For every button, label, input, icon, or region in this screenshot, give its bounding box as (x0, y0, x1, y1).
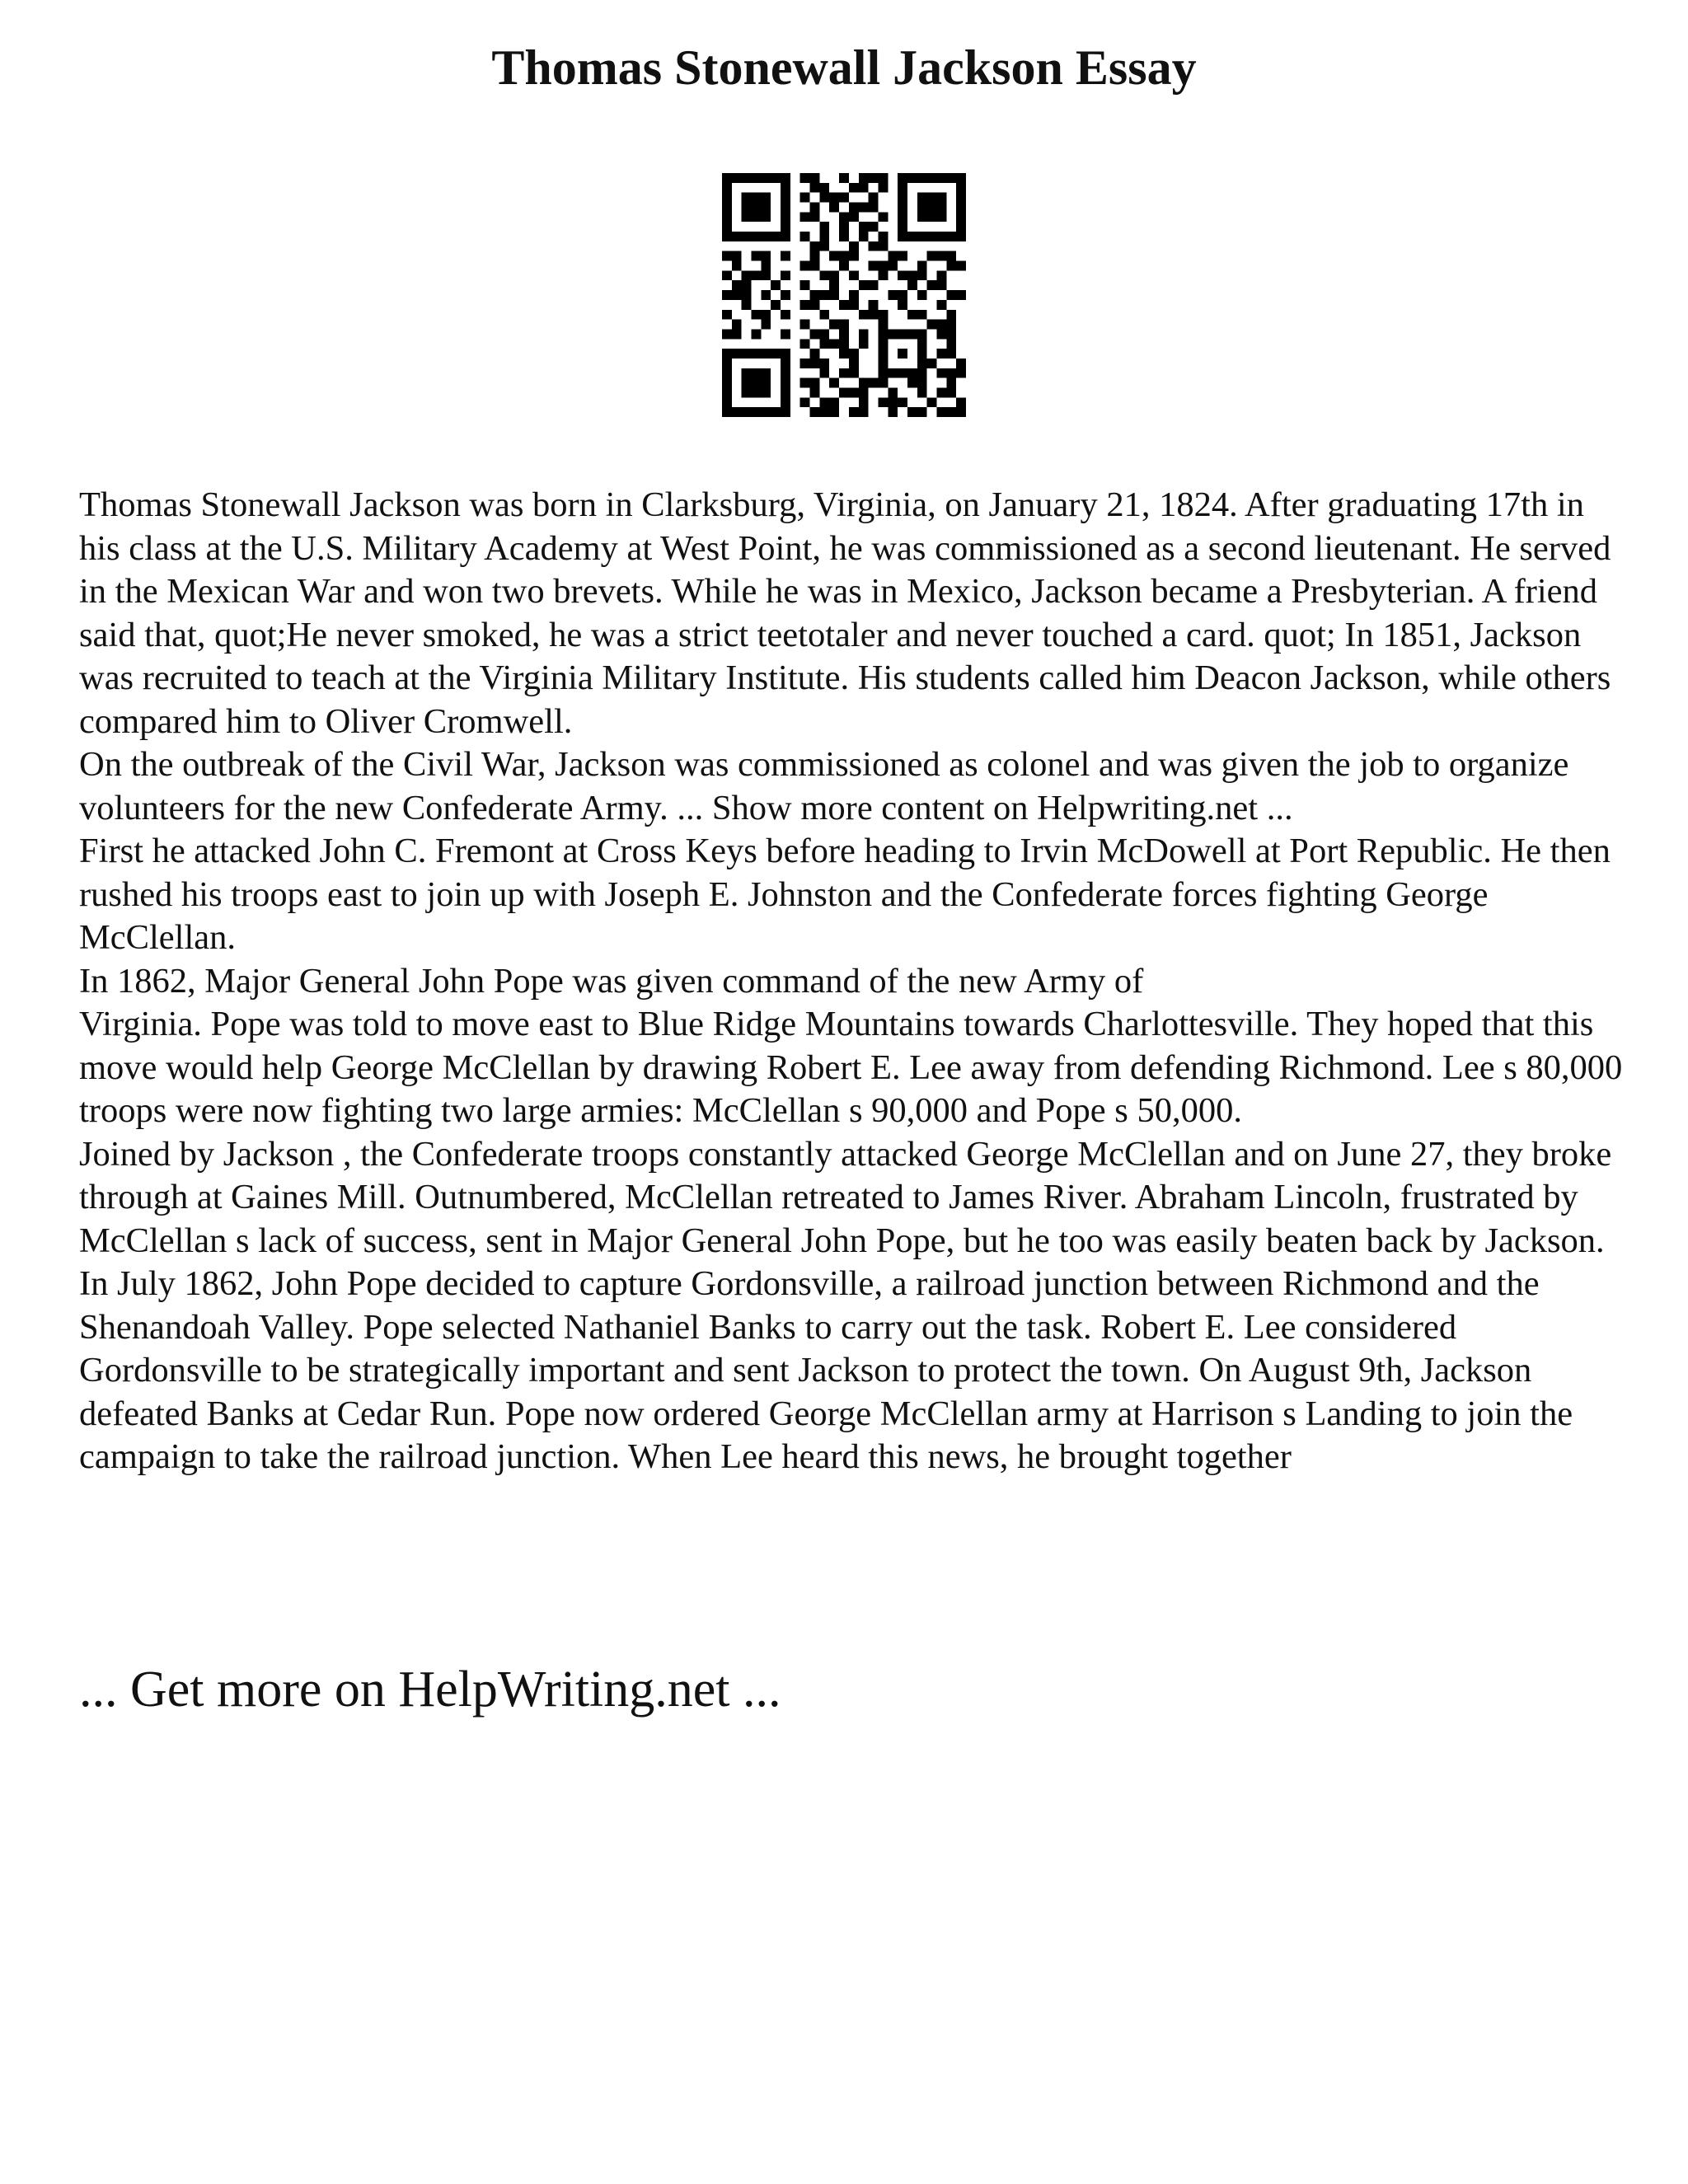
qr-code-icon (722, 173, 966, 417)
essay-paragraph: In July 1862, John Pope decided to capture Gordonsville, a railroad junction between Richmond and the Shenandoah Valley. Pope selected Nathaniel Banks to carry out the task. Robert E. Lee considered Gordonsville to be strategically important and sent Jackson to protect the town. On August 9th, Jackson defeated Banks at Cedar Run. Pope now ordered George McClellan army at Harrison s Landing to join the campaign to take the railroad junction. When Lee heard this news, he brought together (79, 1264, 1573, 1476)
essay-paragraph: Joined by Jackson , the Confederate troops constantly attacked George McClellan and on June 27, they broke through at Gaines Mill. Outnumbered, McClellan retreated to James River. Abraham Lincoln, frustrated by McClellan s lack of success, sent in Major General John Pope, but he too was easily beaten back by Jackson. (79, 1134, 1612, 1260)
essay-paragraph: In 1862, Major General John Pope was given command of the new Army of (79, 961, 1144, 1001)
essay-paragraph: Virginia. Pope was told to move east to Blue Ridge Mountains towards Charlottesville. They hoped that this move would help George McClellan by drawing Robert E. Lee away from defending Richmond. Lee s 80,000 troops were now fighting two large armies: McClellan s 90,000 and Pope s 50,000. (79, 1005, 1623, 1130)
essay-paragraph: First he attacked John C. Fremont at Cross Keys before heading to Irvin McDowell at Port Republic. He then rushed his troops east to join up with Joseph E. Johnston and the Confederate forces fighting George McClellan. (79, 832, 1611, 957)
get-more-link[interactable]: ... Get more on HelpWriting.net ... (79, 1661, 781, 1718)
essay-paragraph: Thomas Stonewall Jackson was born in Clarksburg, Virginia, on January 21, 1824. After graduating 17th in his class at the U.S. Military Academy at West Point, he was commissioned as a second lieutenant. He served in the Mexican War and won two brevets. While he was in Mexico, Jackson became a Presbyterian. A friend said that, quot;He never smoked, he was a strict teetotaler and never touched a card. quot; In 1851, Jackson was recruited to teach at the Virginia Military Institute. His students called him Deacon Jackson, while others compared him to Oliver Cromwell. (79, 485, 1611, 741)
essay-body (79, 484, 1629, 1479)
page-title: Thomas Stonewall Jackson Essay (491, 40, 1197, 95)
essay-paragraph: On the outbreak of the Civil War, Jackson was commissioned as colonel and was given the job to organize volunteers for the new Confederate Army. ... Show more content on Helpwriting.net ... (79, 745, 1569, 827)
